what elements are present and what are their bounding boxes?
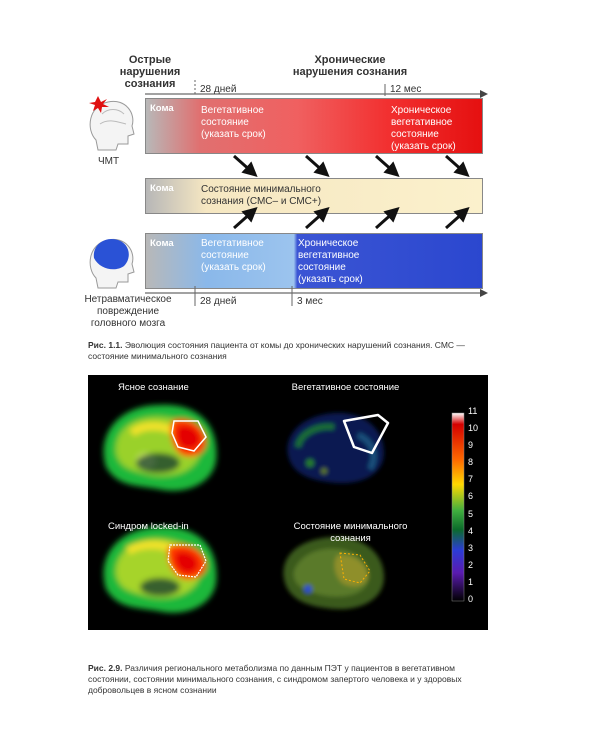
figure-1-caption [88,340,488,362]
colorbar [452,413,464,601]
tick-3-months: 3 мес [297,296,323,307]
bar-top-chronic-label: Хроническое вегетативное состояние (указать срок) [391,105,456,152]
transition-arrows [140,150,490,240]
bar-tbi-evolution [145,98,483,154]
tick-28-days-bottom: 28 дней [200,296,237,307]
bar-bottom-coma-label: Кома [150,238,174,249]
tick-12-months: 12 мес [390,84,422,95]
bar-non-tbi-evolution [145,233,483,289]
colorbar-tick-label: 11 [468,406,478,416]
panel-label-lockedin: Синдром locked-in [108,521,189,532]
pet-panel-lockedin [104,527,217,613]
bar-mid-mcs-label: Состояние минимального сознания (СМС– и СМС+) [201,184,322,207]
arrow-down-3 [376,156,394,172]
label-non-tbi: Нетравматическое повреждение головного мозга [84,294,172,329]
arrow-down-1 [234,156,252,172]
panel-label-clear: Ясное сознание [118,382,189,393]
arrow-up-4 [446,212,464,228]
pet-panel-vegetative [287,413,384,483]
bar-top-coma-label: Кома [150,103,174,114]
head-blue-icon [84,228,140,290]
colorbar-tick-label: 8 [468,457,474,468]
tick-28-days-top: 28 дней [200,84,237,95]
bar-mid-coma-label: Кома [150,183,174,194]
colorbar-tick-label: 4 [468,525,474,536]
arrow-up-2 [306,212,324,228]
bar-top-vegetative-label: Вегетативное состояние (указать срок) [201,105,266,140]
panel-label-mcs: Состояние минимального сознания [293,521,408,544]
pet-scans [88,375,488,630]
colorbar-tick-label: 6 [468,491,474,502]
label-tbi: ЧМТ [98,156,120,167]
pet-figure [88,375,488,630]
colorbar-tick-label: 5 [468,508,474,519]
figure-1-caption-text: Эволюция состояния пациента от комы до хронических нарушений сознания. СМС — состояние минимального сознания [88,340,465,361]
colorbar-tick-label: 9 [468,440,474,451]
pet-panel-clear [104,405,217,491]
arrow-down-4 [446,156,464,172]
colorbar-tick-label: 3 [468,542,474,553]
arrow-up-1 [234,212,252,228]
figure-1-caption-number: Рис. 1.1. [88,340,123,350]
colorbar-tick-label: 10 [468,423,479,434]
colorbar-tick-label: 2 [468,559,474,570]
bar-bottom-vegetative-label: Вегетативное состояние (указать срок) [201,238,266,273]
colorbar-tick-label: 0 [468,594,474,604]
figure-2-caption [88,663,488,696]
head-red-icon [84,92,140,152]
top-timeline [140,80,490,100]
header-acute: Острые нарушения сознания [119,54,181,90]
colorbar-tick-label: 7 [468,474,474,485]
figure-2-caption-text: Различия регионального метаболизма по данным ПЭТ у пациентов в вегетативном состоянии, состоянии минимального сознания, с синдромом запертого человека и у здоровых добровольцев в ясном сознании [88,663,462,695]
panel-label-vegetative: Вегетативное состояние [291,382,400,393]
colorbar-tick-label: 1 [468,576,474,587]
figure-2-caption-number: Рис. 2.9. [88,663,123,673]
arrow-up-3 [376,212,394,228]
bar-bottom-chronic-label: Хроническое вегетативное состояние (указать срок) [298,238,363,285]
arrow-down-2 [306,156,324,172]
header-chronic: Хронические нарушения сознания [292,54,408,78]
